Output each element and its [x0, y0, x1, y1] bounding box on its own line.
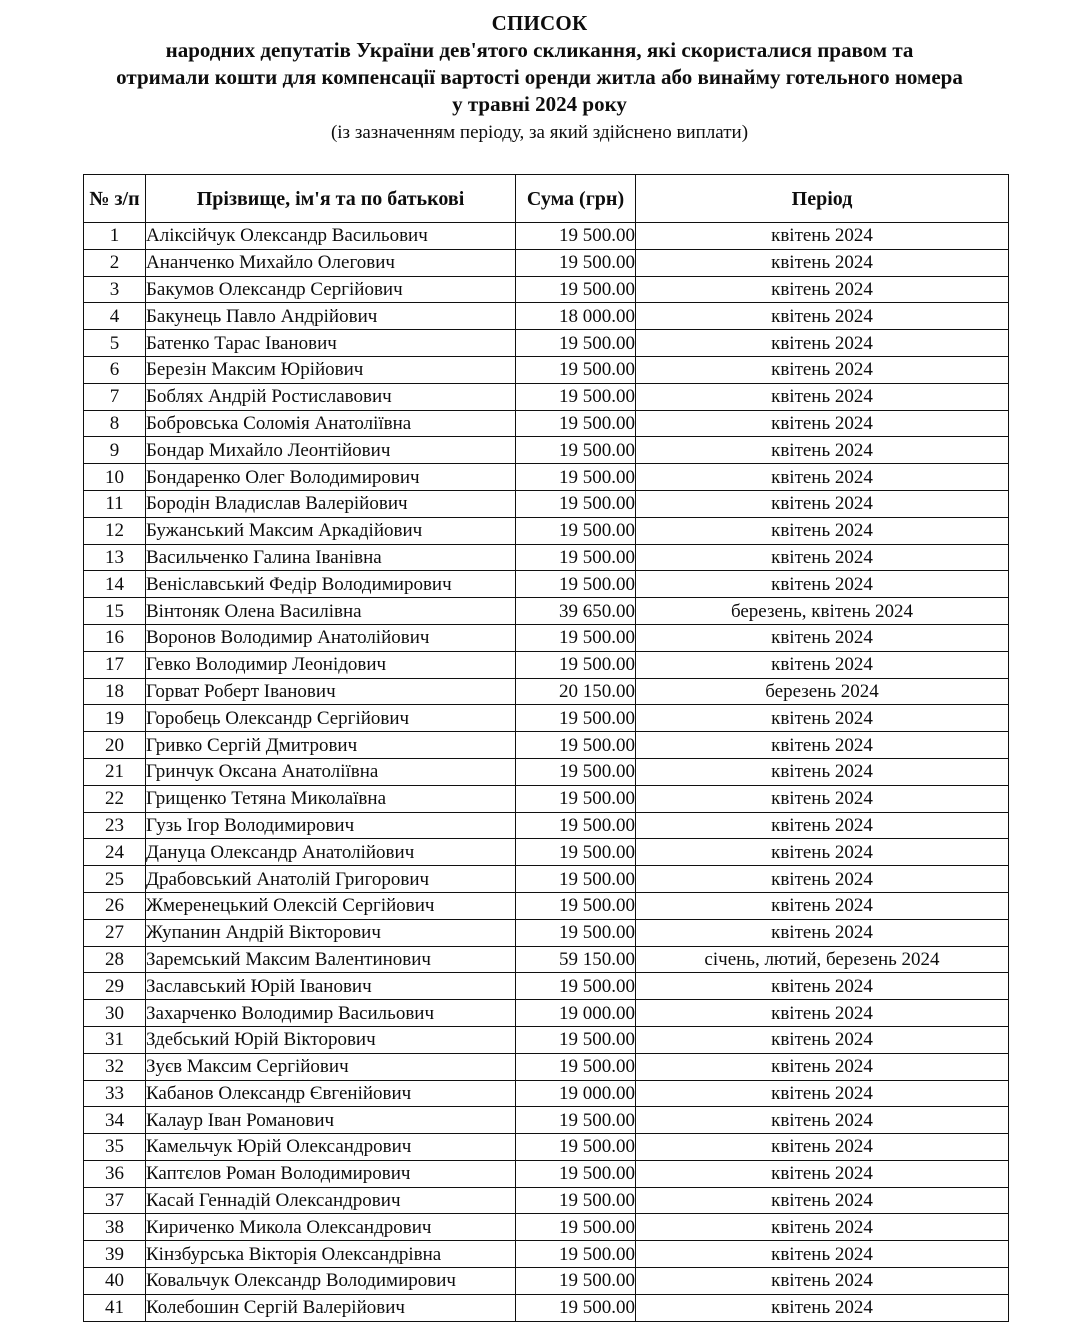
cell-number: 6: [84, 356, 146, 383]
compensation-table-container: [83, 174, 1008, 1322]
cell-sum: 19 500.00: [516, 973, 636, 1000]
cell-period: квітень 2024: [636, 839, 1009, 866]
cell-number: 28: [84, 946, 146, 973]
cell-period: квітень 2024: [636, 892, 1009, 919]
cell-number: 27: [84, 919, 146, 946]
cell-number: 3: [84, 276, 146, 303]
cell-sum: 19 500.00: [516, 490, 636, 517]
cell-number: 14: [84, 571, 146, 598]
table-row: [84, 383, 1009, 410]
cell-number: 26: [84, 892, 146, 919]
cell-full-name: Аліксійчук Олександр Васильович: [146, 223, 516, 250]
cell-period: квітень 2024: [636, 973, 1009, 1000]
cell-number: 4: [84, 303, 146, 330]
cell-sum: 19 500.00: [516, 1187, 636, 1214]
cell-number: 37: [84, 1187, 146, 1214]
cell-full-name: Кінзбурська Вікторія Олександрівна: [146, 1241, 516, 1268]
cell-sum: 19 500.00: [516, 839, 636, 866]
cell-period: квітень 2024: [636, 758, 1009, 785]
cell-full-name: Гузь Ігор Володимирович: [146, 812, 516, 839]
cell-period: квітень 2024: [636, 464, 1009, 491]
cell-full-name: Васильченко Галина Іванівна: [146, 544, 516, 571]
cell-number: 30: [84, 1000, 146, 1027]
cell-period: січень, лютий, березень 2024: [636, 946, 1009, 973]
cell-full-name: Бородін Владислав Валерійович: [146, 490, 516, 517]
cell-period: березень, квітень 2024: [636, 598, 1009, 625]
cell-number: 5: [84, 330, 146, 357]
cell-number: 18: [84, 678, 146, 705]
cell-full-name: Колебошин Сергій Валерійович: [146, 1294, 516, 1321]
column-header-full-name: Прізвище, ім'я та по батькові: [146, 175, 516, 223]
cell-number: 35: [84, 1134, 146, 1161]
cell-full-name: Бондар Михайло Леонтійович: [146, 437, 516, 464]
cell-period: квітень 2024: [636, 1241, 1009, 1268]
cell-sum: 39 650.00: [516, 598, 636, 625]
cell-number: 13: [84, 544, 146, 571]
table-row: [84, 1053, 1009, 1080]
table-row: [84, 1107, 1009, 1134]
cell-full-name: Бакумов Олександр Сергійович: [146, 276, 516, 303]
cell-period: квітень 2024: [636, 517, 1009, 544]
cell-period: квітень 2024: [636, 330, 1009, 357]
table-row: [84, 839, 1009, 866]
cell-sum: 19 500.00: [516, 571, 636, 598]
cell-full-name: Батенко Тарас Іванович: [146, 330, 516, 357]
cell-sum: 19 500.00: [516, 464, 636, 491]
cell-sum: 19 500.00: [516, 330, 636, 357]
cell-number: 7: [84, 383, 146, 410]
cell-full-name: Камельчук Юрій Олександрович: [146, 1134, 516, 1161]
cell-number: 36: [84, 1160, 146, 1187]
cell-number: 17: [84, 651, 146, 678]
cell-full-name: Гринчук Оксана Анатоліївна: [146, 758, 516, 785]
cell-sum: 18 000.00: [516, 303, 636, 330]
cell-sum: 19 500.00: [516, 624, 636, 651]
page-subtitle-line-2: отримали кошти для компенсації вартості оренди житла або винайму готельного номера: [116, 65, 963, 89]
cell-full-name: Бакунець Павло Андрійович: [146, 303, 516, 330]
cell-full-name: Бужанський Максим Аркадійович: [146, 517, 516, 544]
cell-period: квітень 2024: [636, 383, 1009, 410]
cell-number: 34: [84, 1107, 146, 1134]
cell-full-name: Заславський Юрій Іванович: [146, 973, 516, 1000]
cell-sum: 19 500.00: [516, 356, 636, 383]
table-row: [84, 973, 1009, 1000]
cell-full-name: Каптєлов Роман Володимирович: [146, 1160, 516, 1187]
cell-number: 2: [84, 249, 146, 276]
cell-sum: 19 500.00: [516, 785, 636, 812]
table-row: [84, 919, 1009, 946]
cell-sum: 19 500.00: [516, 892, 636, 919]
cell-period: березень 2024: [636, 678, 1009, 705]
cell-number: 15: [84, 598, 146, 625]
cell-full-name: Бобровська Соломія Анатоліївна: [146, 410, 516, 437]
cell-period: квітень 2024: [636, 410, 1009, 437]
cell-period: квітень 2024: [636, 276, 1009, 303]
cell-full-name: Ананченко Михайло Олегович: [146, 249, 516, 276]
cell-period: квітень 2024: [636, 223, 1009, 250]
table-row: [84, 544, 1009, 571]
cell-period: квітень 2024: [636, 1294, 1009, 1321]
cell-full-name: Заремський Максим Валентинович: [146, 946, 516, 973]
cell-period: квітень 2024: [636, 1214, 1009, 1241]
cell-full-name: Воронов Володимир Анатолійович: [146, 624, 516, 651]
cell-number: 29: [84, 973, 146, 1000]
cell-period: квітень 2024: [636, 249, 1009, 276]
cell-sum: 19 500.00: [516, 544, 636, 571]
cell-full-name: Боблях Андрій Ростиславович: [146, 383, 516, 410]
table-row: [84, 249, 1009, 276]
table-row: [84, 785, 1009, 812]
table-body: [84, 223, 1009, 1322]
table-row: [84, 598, 1009, 625]
cell-full-name: Горобець Олександр Сергійович: [146, 705, 516, 732]
cell-sum: 59 150.00: [516, 946, 636, 973]
column-header-number: № з/п: [84, 175, 146, 223]
cell-number: 19: [84, 705, 146, 732]
cell-number: 22: [84, 785, 146, 812]
cell-full-name: Горват Роберт Іванович: [146, 678, 516, 705]
cell-period: квітень 2024: [636, 651, 1009, 678]
cell-period: квітень 2024: [636, 1268, 1009, 1295]
table-row: [84, 1080, 1009, 1107]
cell-sum: 19 500.00: [516, 1053, 636, 1080]
compensation-table: [83, 174, 1009, 1322]
table-header: [84, 175, 1009, 223]
table-row: [84, 437, 1009, 464]
cell-full-name: Грищенко Тетяна Миколаївна: [146, 785, 516, 812]
column-header-period: Період: [636, 175, 1009, 223]
column-header-sum: Сума (грн): [516, 175, 636, 223]
page-title: СПИСОК: [491, 11, 588, 35]
table-row: [84, 1187, 1009, 1214]
cell-sum: 19 500.00: [516, 249, 636, 276]
cell-full-name: Дануца Олександр Анатолійович: [146, 839, 516, 866]
table-row: [84, 678, 1009, 705]
cell-period: квітень 2024: [636, 490, 1009, 517]
table-row: [84, 303, 1009, 330]
table-row: [84, 490, 1009, 517]
cell-number: 23: [84, 812, 146, 839]
cell-period: квітень 2024: [636, 356, 1009, 383]
cell-number: 24: [84, 839, 146, 866]
cell-sum: 19 500.00: [516, 1160, 636, 1187]
cell-full-name: Гривко Сергій Дмитрович: [146, 732, 516, 759]
cell-period: квітень 2024: [636, 1160, 1009, 1187]
cell-number: 25: [84, 866, 146, 893]
cell-period: квітень 2024: [636, 437, 1009, 464]
cell-sum: 19 500.00: [516, 758, 636, 785]
cell-sum: 19 500.00: [516, 223, 636, 250]
cell-number: 20: [84, 732, 146, 759]
table-row: [84, 732, 1009, 759]
cell-full-name: Кириченко Микола Олександрович: [146, 1214, 516, 1241]
cell-number: 9: [84, 437, 146, 464]
cell-sum: 19 500.00: [516, 866, 636, 893]
document-title-block: [0, 0, 1079, 146]
table-row: [84, 1241, 1009, 1268]
cell-period: квітень 2024: [636, 919, 1009, 946]
cell-number: 8: [84, 410, 146, 437]
cell-period: квітень 2024: [636, 1187, 1009, 1214]
cell-full-name: Захарченко Володимир Васильович: [146, 1000, 516, 1027]
cell-number: 12: [84, 517, 146, 544]
cell-full-name: Зуєв Максим Сергійович: [146, 1053, 516, 1080]
cell-number: 11: [84, 490, 146, 517]
page-subtitle-line-1: народних депутатів України дев'ятого скликання, які скористалися правом та: [165, 38, 914, 62]
cell-period: квітень 2024: [636, 1000, 1009, 1027]
cell-sum: 19 000.00: [516, 1000, 636, 1027]
cell-full-name: Здебський Юрій Вікторович: [146, 1026, 516, 1053]
table-row: [84, 651, 1009, 678]
cell-sum: 19 500.00: [516, 1026, 636, 1053]
cell-full-name: Березін Максим Юрійович: [146, 356, 516, 383]
cell-number: 31: [84, 1026, 146, 1053]
table-row: [84, 1000, 1009, 1027]
cell-number: 32: [84, 1053, 146, 1080]
cell-full-name: Кабанов Олександр Євгенійович: [146, 1080, 516, 1107]
cell-full-name: Касай Геннадій Олександрович: [146, 1187, 516, 1214]
cell-period: квітень 2024: [636, 812, 1009, 839]
table-row: [84, 758, 1009, 785]
table-row: [84, 892, 1009, 919]
cell-number: 41: [84, 1294, 146, 1321]
cell-period: квітень 2024: [636, 571, 1009, 598]
cell-sum: 19 500.00: [516, 919, 636, 946]
table-row: [84, 464, 1009, 491]
cell-sum: 19 500.00: [516, 383, 636, 410]
table-row: [84, 571, 1009, 598]
cell-sum: 19 500.00: [516, 1107, 636, 1134]
table-row: [84, 223, 1009, 250]
cell-full-name: Вінтоняк Олена Василівна: [146, 598, 516, 625]
cell-period: квітень 2024: [636, 544, 1009, 571]
cell-sum: 19 500.00: [516, 1241, 636, 1268]
cell-period: квітень 2024: [636, 624, 1009, 651]
cell-number: 39: [84, 1241, 146, 1268]
cell-period: квітень 2024: [636, 1026, 1009, 1053]
cell-sum: 19 500.00: [516, 1134, 636, 1161]
cell-period: квітень 2024: [636, 732, 1009, 759]
cell-sum: 19 500.00: [516, 732, 636, 759]
cell-period: квітень 2024: [636, 303, 1009, 330]
cell-number: 38: [84, 1214, 146, 1241]
cell-number: 40: [84, 1268, 146, 1295]
table-row: [84, 812, 1009, 839]
cell-sum: 19 500.00: [516, 1268, 636, 1295]
cell-number: 10: [84, 464, 146, 491]
cell-number: 33: [84, 1080, 146, 1107]
cell-full-name: Жмеренецький Олексій Сергійович: [146, 892, 516, 919]
cell-sum: 19 500.00: [516, 437, 636, 464]
table-row: [84, 1160, 1009, 1187]
cell-sum: 19 500.00: [516, 276, 636, 303]
cell-period: квітень 2024: [636, 785, 1009, 812]
table-row: [84, 1268, 1009, 1295]
table-header-row: [84, 175, 1009, 223]
cell-full-name: Ковальчук Олександр Володимирович: [146, 1268, 516, 1295]
cell-sum: 19 500.00: [516, 517, 636, 544]
cell-full-name: Калаур Іван Романович: [146, 1107, 516, 1134]
cell-period: квітень 2024: [636, 1134, 1009, 1161]
cell-period: квітень 2024: [636, 866, 1009, 893]
cell-sum: 19 500.00: [516, 651, 636, 678]
cell-period: квітень 2024: [636, 1107, 1009, 1134]
table-row: [84, 624, 1009, 651]
cell-period: квітень 2024: [636, 1080, 1009, 1107]
cell-sum: 19 500.00: [516, 705, 636, 732]
cell-sum: 20 150.00: [516, 678, 636, 705]
table-row: [84, 1026, 1009, 1053]
cell-sum: 19 500.00: [516, 1214, 636, 1241]
page-subtitle-line-3: у травні 2024 року: [452, 92, 627, 116]
table-row: [84, 276, 1009, 303]
table-row: [84, 1214, 1009, 1241]
page-subtitle-note: (із зазначенням періоду, за який здійснено виплати): [330, 122, 749, 143]
table-row: [84, 330, 1009, 357]
table-row: [84, 705, 1009, 732]
cell-number: 16: [84, 624, 146, 651]
table-row: [84, 866, 1009, 893]
table-row: [84, 517, 1009, 544]
cell-number: 1: [84, 223, 146, 250]
cell-full-name: Драбовський Анатолій Григорович: [146, 866, 516, 893]
table-row: [84, 356, 1009, 383]
table-row: [84, 1134, 1009, 1161]
table-row: [84, 410, 1009, 437]
cell-sum: 19 500.00: [516, 812, 636, 839]
cell-full-name: Жупанин Андрій Вікторович: [146, 919, 516, 946]
cell-sum: 19 000.00: [516, 1080, 636, 1107]
cell-period: квітень 2024: [636, 1053, 1009, 1080]
cell-sum: 19 500.00: [516, 410, 636, 437]
cell-full-name: Гевко Володимир Леонідович: [146, 651, 516, 678]
table-row: [84, 946, 1009, 973]
cell-full-name: Бондаренко Олег Володимирович: [146, 464, 516, 491]
table-row: [84, 1294, 1009, 1321]
cell-period: квітень 2024: [636, 705, 1009, 732]
cell-number: 21: [84, 758, 146, 785]
cell-full-name: Веніславський Федір Володимирович: [146, 571, 516, 598]
cell-sum: 19 500.00: [516, 1294, 636, 1321]
